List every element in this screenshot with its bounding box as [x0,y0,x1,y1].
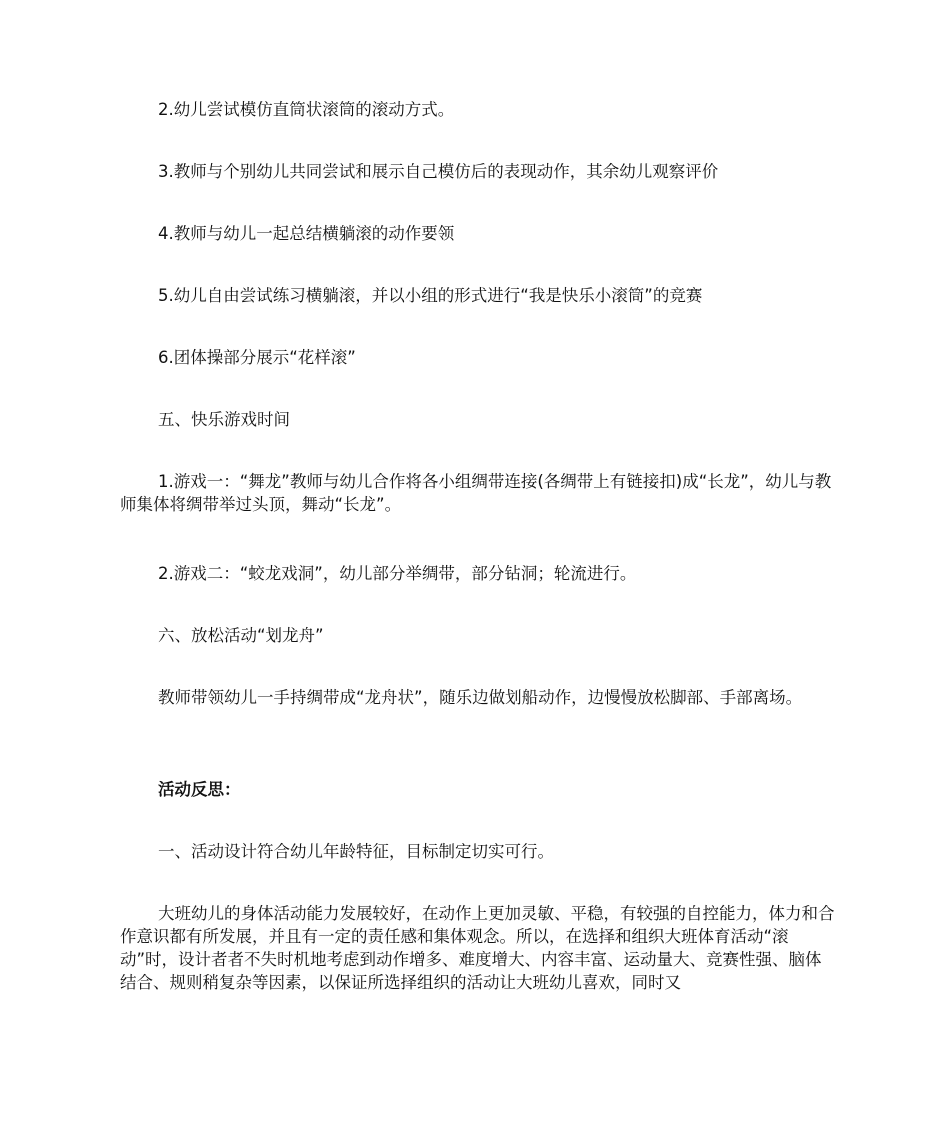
paragraph-step-5: 5.幼儿自由尝试练习横躺滚，并以小组的形式进行“我是快乐小滚筒”的竞赛 [158,286,703,305]
paragraph-step-6: 6.团体操部分展示“花样滚” [158,348,356,367]
section-heading-game-time: 五、快乐游戏时间 [158,410,290,429]
paragraph-game-2: 2.游戏二：“蛟龙戏洞”，幼儿部分举绸带，部分钻洞；轮流进行。 [158,564,637,583]
paragraph-step-2: 2.幼儿尝试模仿直筒状滚筒的滚动方式。 [158,100,455,119]
section-heading-relax: 六、放松活动“划龙舟” [158,626,324,645]
paragraph-reflection-1: 一、活动设计符合幼儿年龄特征，目标制定切实可行。 [158,842,554,861]
paragraph-step-3: 3.教师与个别幼儿共同尝试和展示自己模仿后的表现动作，其余幼儿观察评价 [158,162,719,181]
paragraph-reflection-body: 大班幼儿的身体活动能力发展较好，在动作上更加灵敏、平稳，有较强的自控能力，体力和合作意识都有所发展，并且有一定的责任感和集体观念。所以，在选择和组织大班体育活动“滚动”时，设计者者不失时机地考虑到动作增多、难度增大、内容丰富、运动量大、竞赛性强、脑体结合、规则稍复杂等因素，以保证所选择组织的活动让大班幼儿喜欢，同时又 [120,904,835,992]
heading-activity-reflection: 活动反思： [158,780,241,799]
paragraph-step-4: 4.教师与幼儿一起总结横躺滚的动作要领 [158,224,455,243]
paragraph-relax-activity: 教师带领幼儿一手持绸带成“龙舟状”，随乐边做划船动作，边慢慢放松脚部、手部离场。 [158,688,803,707]
paragraph-game-1: 1.游戏一：“舞龙”教师与幼儿合作将各小组绸带连接(各绸带上有链接扣)成“长龙”，幼儿与教师集体将绸带举过头顶，舞动“长龙”。 [120,472,832,514]
